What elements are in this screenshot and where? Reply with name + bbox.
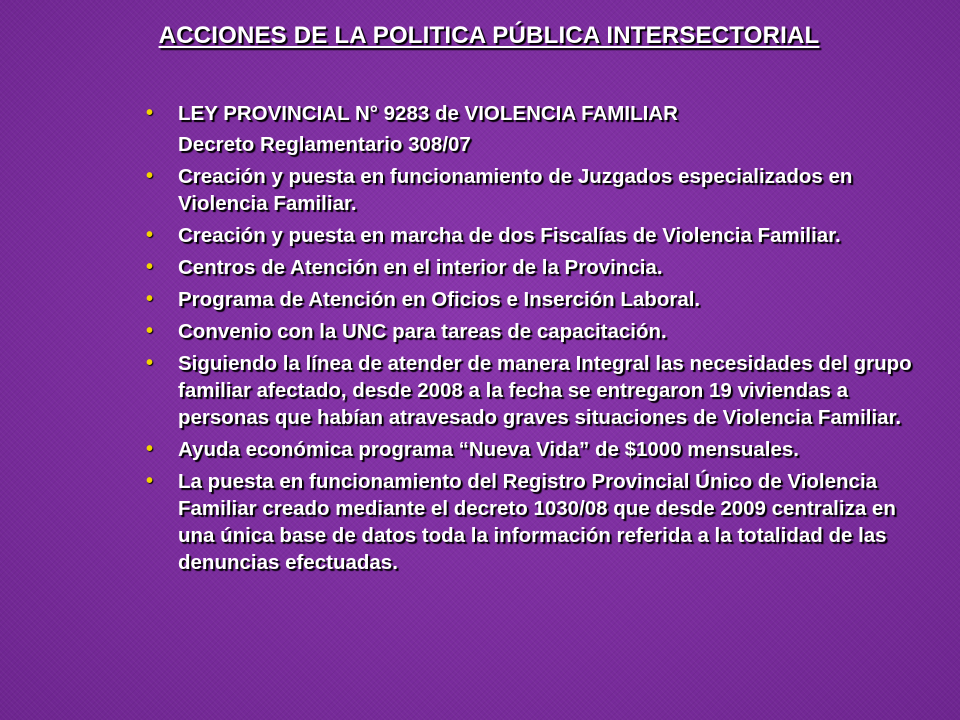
bullet-icon: • [146,224,154,246]
bullet-icon: • [146,352,154,374]
bullet-icon: • [146,288,154,310]
bullet-icon: • [146,102,154,124]
list-item-subline [146,131,936,158]
list-item [146,436,936,463]
list-item [146,286,936,313]
list-item-text: Decreto Reglamentario 308/07 [178,133,471,156]
bullet-icon: • [146,320,154,342]
list-item [146,100,936,127]
list-item-text: Siguiendo la línea de atender de manera Integral las necesidades del grupo familiar afectado, desde 2008 a la fecha se entregaron 19 viviendas a personas que habían atravesado graves situaciones de Violencia Familiar. [178,352,912,429]
slide-title: ACCIONES DE LA POLITICA PÚBLICA INTERSECTORIAL [158,22,820,49]
list-item-text: LEY PROVINCIAL N° 9283 de VIOLENCIA FAMILIAR [178,102,678,125]
list-item [146,350,936,431]
list-item-text: Convenio con la UNC para tareas de capacitación. [178,320,667,343]
bullet-icon: • [146,470,154,492]
list-item [146,222,936,249]
list-item-text: Creación y puesta en funcionamiento de Juzgados especializados en Violencia Familiar. [178,165,853,215]
list-item-text: Centros de Atención en el interior de la Provincia. [178,256,663,279]
list-item-text: Creación y puesta en marcha de dos Fiscalías de Violencia Familiar. [178,224,841,247]
list-item-text: Programa de Atención en Oficios e Inserción Laboral. [178,288,701,311]
list-item-text: Ayuda económica programa “Nueva Vida” de $1000 mensuales. [178,438,799,461]
list-item [146,163,936,217]
bullet-list [146,100,936,581]
list-item-text: La puesta en funcionamiento del Registro Provincial Único de Violencia Familiar creado mediante el decreto 1030/08 que desde 2009 centraliza en una única base de datos toda la información referida a la totalidad de las denuncias efectuadas. [178,470,896,574]
list-item [146,468,936,576]
list-item [146,318,936,345]
bullet-icon: • [146,165,154,187]
list-item [146,254,936,281]
bullet-icon: • [146,256,154,278]
bullet-icon: • [146,438,154,460]
